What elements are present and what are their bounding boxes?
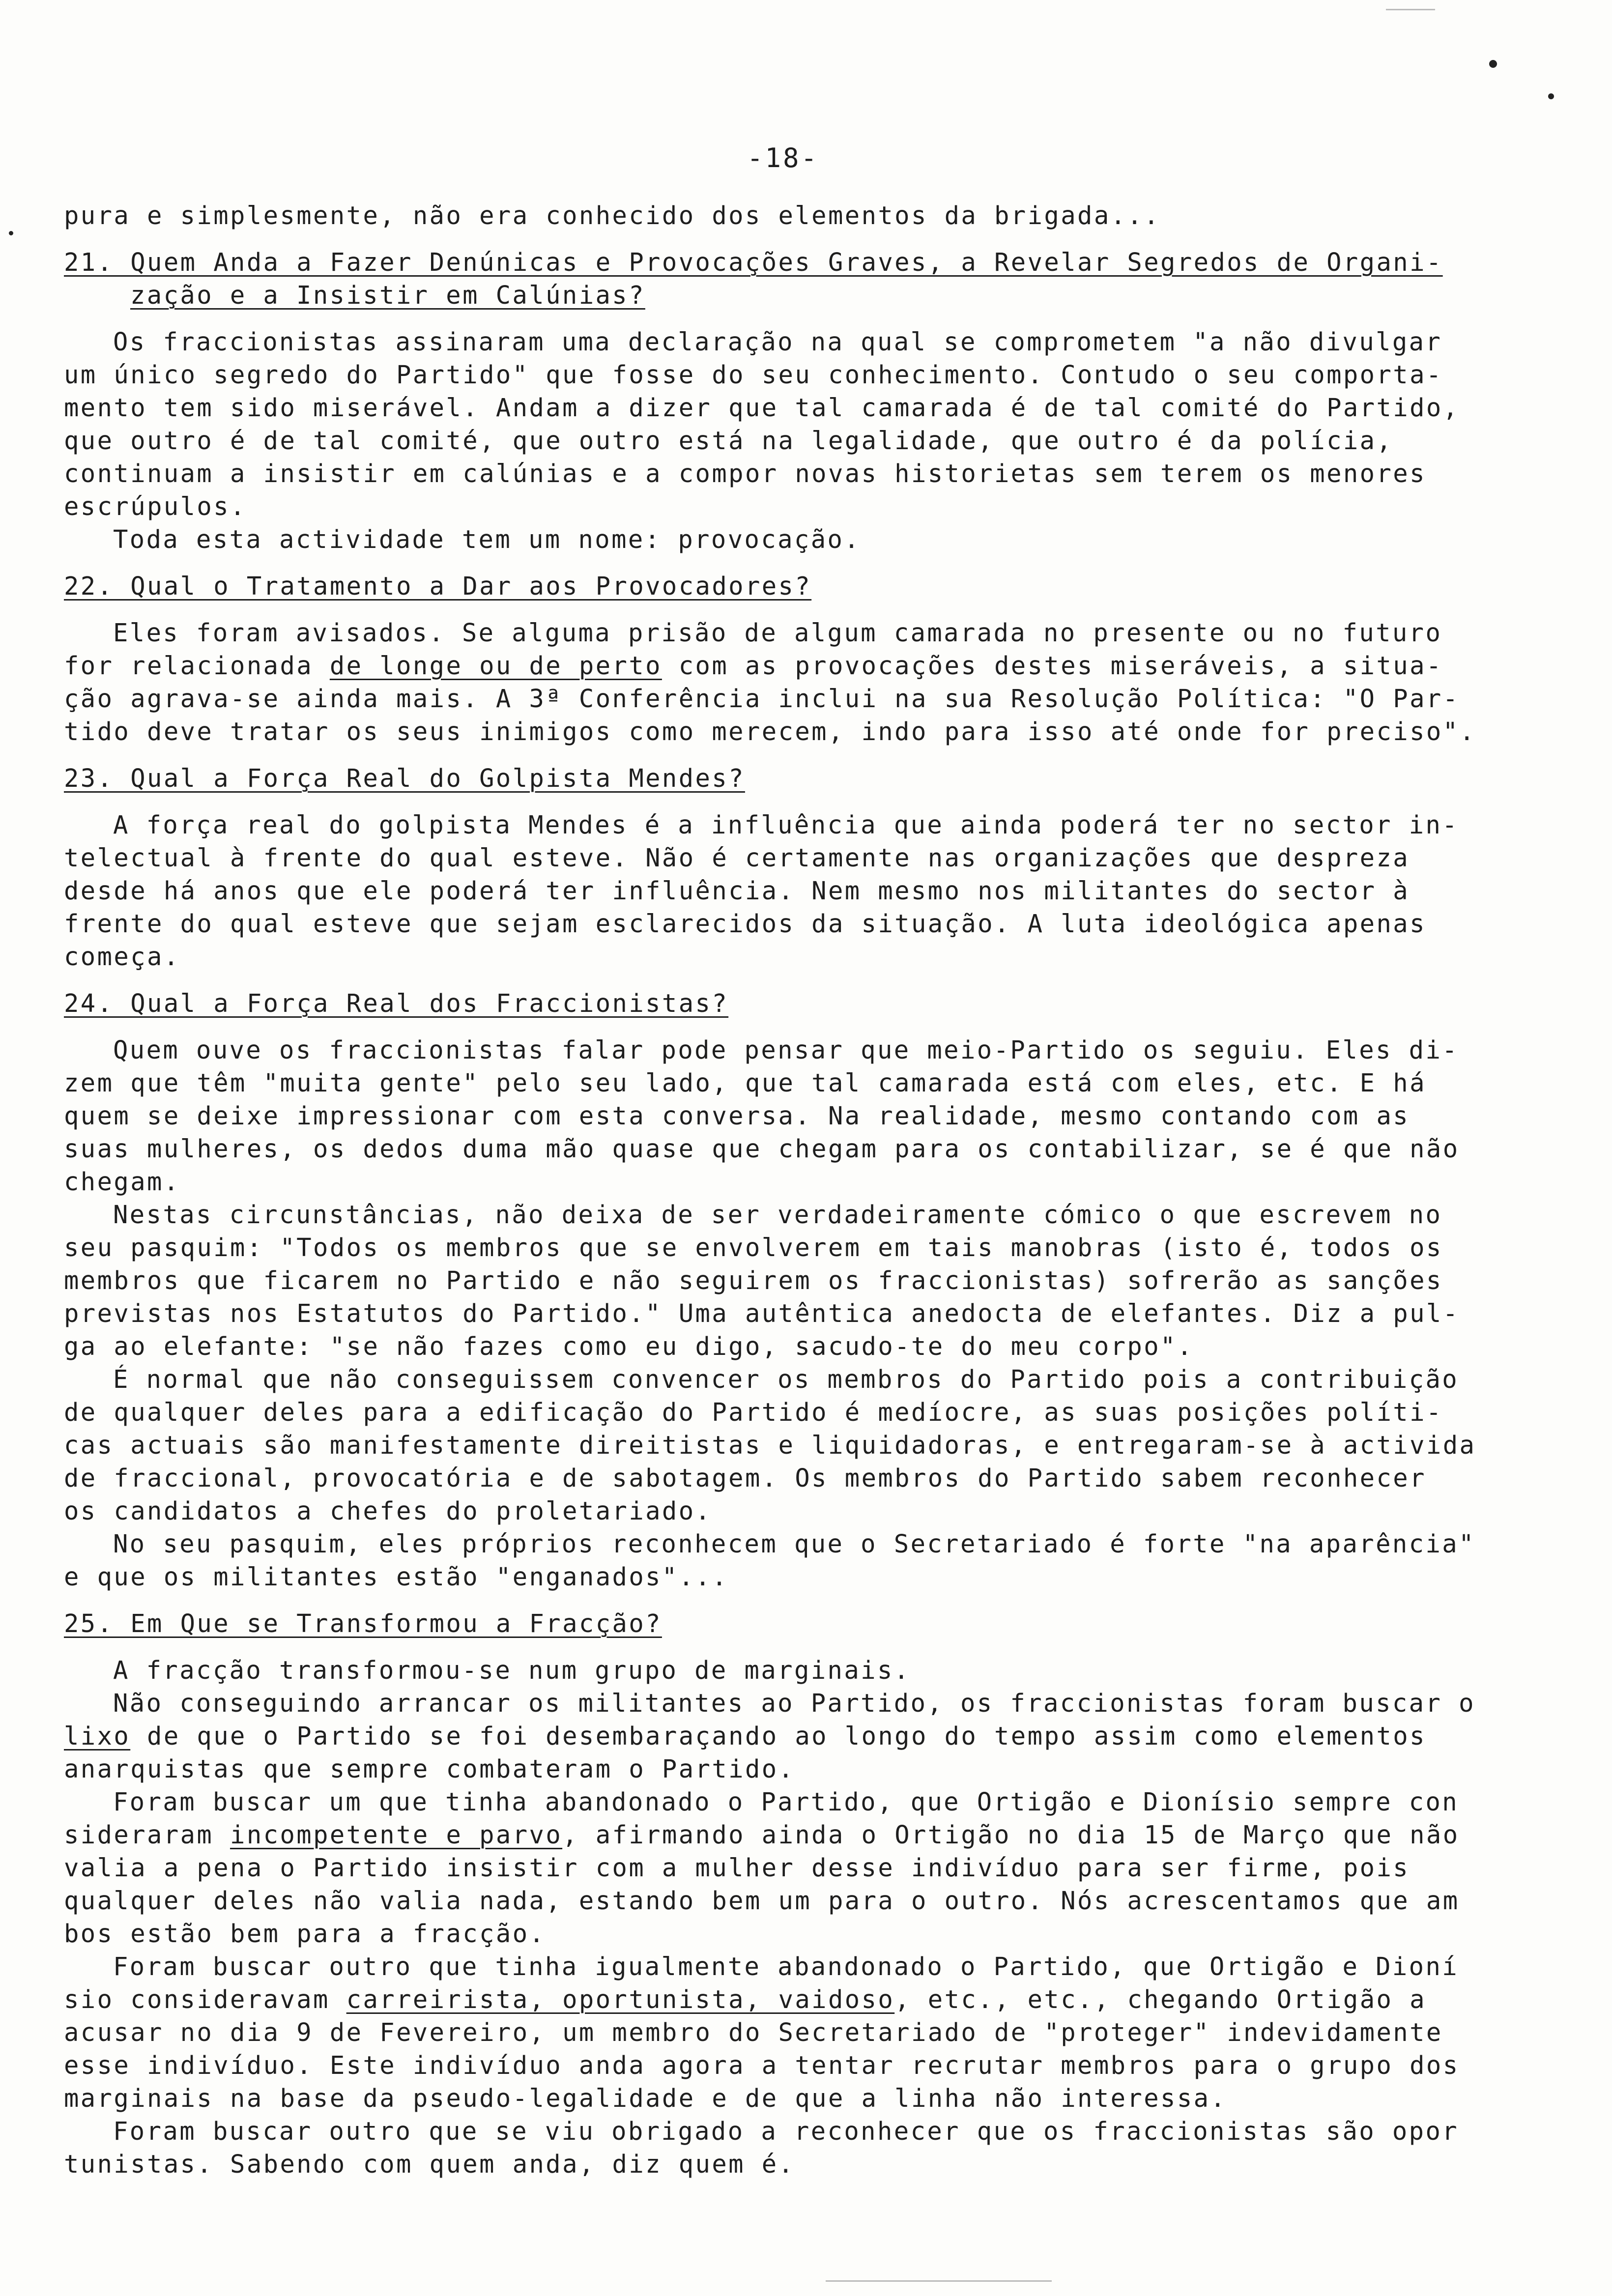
body-line: chegam.: [64, 1167, 180, 1196]
body-line: Toda esta actividade tem um nome: provocação.: [113, 525, 861, 554]
section-heading-24: 24. Qual a Força Real dos Fraccionistas?: [64, 989, 729, 1018]
body-line: um único segredo do Partido" que fosse do seu conhecimento. Contudo o seu comporta-: [64, 360, 1443, 389]
body-line: esse indivíduo. Este indivíduo anda agora a tentar recrutar membros para o grupo dos: [64, 2051, 1460, 2080]
body-line: começa.: [64, 942, 180, 971]
body-line: Nestas circunstâncias, não deixa de ser verdadeiramente cómico o que escrevem no: [113, 1200, 1442, 1229]
section-heading-21-cont: zação e a Insistir em Calúnias?: [130, 281, 645, 310]
section-heading-23: 23. Qual a Força Real do Golpista Mendes?: [64, 764, 745, 793]
body-line: Foram buscar um que tinha abandonado o Partido, que Ortigão e Dionísio sempre con: [113, 1787, 1459, 1816]
body-line: bos estão bem para a fracção.: [64, 1919, 546, 1948]
body-line: qualquer deles não valia nada, estando bem um para o outro. Nós acrescentamos que am: [64, 1886, 1460, 1915]
body-line: Não conseguindo arrancar os militantes ao Partido, os fraccionistas foram buscar o: [113, 1689, 1475, 1718]
body-line: mento tem sido miserável. Andam a dizer que tal camarada é de tal comité do Partido,: [64, 393, 1460, 422]
body-line: cas actuais são manifestamente direitistas e liquidadoras, e entregaram-se à activida: [64, 1431, 1476, 1460]
body-line: pura e simplesmente, não era conhecido dos elementos da brigada...: [64, 201, 1161, 230]
body-line: valia a pena o Partido insistir com a mulher desse indivíduo para ser firme, pois: [64, 1853, 1410, 1882]
section-heading-22: 22. Qual o Tratamento a Dar aos Provocadores?: [64, 572, 812, 601]
body-line: acusar no dia 9 de Fevereiro, um membro do Secretariado de "proteger" indevidamente: [64, 2018, 1443, 2047]
body-line: for relacionada de longe ou de perto com as provocações destes miseráveis, a situa-: [64, 651, 1443, 680]
body-line: de qualquer deles para a edificação do Partido é medíocre, as suas posições políti-: [64, 1398, 1443, 1427]
body-line: zem que têm "muita gente" pelo seu lado, que tal camarada está com eles, etc. E há: [64, 1068, 1426, 1097]
body-line: ção agrava-se ainda mais. A 3ª Conferência inclui na sua Resolução Política: "O Par-: [64, 684, 1460, 713]
body-line: Os fraccionistas assinaram uma declaração na qual se comprometem "a não divulgar: [113, 327, 1442, 356]
body-line: e que os militantes estão "enganados"...: [64, 1562, 729, 1591]
body-line: seu pasquim: "Todos os membros que se envolverem em tais manobras (isto é, todos os: [64, 1233, 1443, 1262]
body-line: sio consideravam carreirista, oportunista, vaidoso, etc., etc., chegando Ortigão a: [64, 1985, 1426, 2014]
body-line: de fraccional, provocatória e de sabotagem. Os membros do Partido sabem reconhecer: [64, 1464, 1426, 1492]
body-line: Eles foram avisados. Se alguma prisão de algum camarada no presente ou no futuro: [113, 618, 1442, 647]
body-line: No seu pasquim, eles próprios reconhecem que o Secretariado é forte "na aparência": [113, 1529, 1475, 1558]
body-line: que outro é de tal comité, que outro está na legalidade, que outro é da polícia,: [64, 426, 1393, 455]
body-line: tunistas. Sabendo com quem anda, diz quem é.: [64, 2150, 795, 2179]
body-line: telectual à frente do qual esteve. Não é certamente nas organizações que despreza: [64, 843, 1410, 872]
body-line: anarquistas que sempre combateram o Partido.: [64, 1754, 795, 1783]
scan-speck: [1489, 60, 1497, 68]
body-line: frente do qual esteve que sejam esclarecidos da situação. A luta ideológica apenas: [64, 909, 1426, 938]
body-line: tido deve tratar os seus inimigos como merecem, indo para isso até onde for preciso".: [64, 717, 1476, 746]
body-line: os candidatos a chefes do proletariado.: [64, 1496, 712, 1525]
body-line: A força real do golpista Mendes é a influência que ainda poderá ter no sector in-: [113, 810, 1459, 839]
body-line: lixo de que o Partido se foi desembaraçando ao longo do tempo assim como elementos: [64, 1722, 1426, 1751]
body-line: membros que ficarem no Partido e não seguirem os fraccionistas) sofrerão as sanções: [64, 1266, 1443, 1295]
scan-artifact-bottom: [826, 2280, 1052, 2282]
body-line: É normal que não conseguissem convencer os membros do Partido pois a contribuição: [113, 1365, 1459, 1394]
page-number: -18-: [747, 143, 819, 173]
body-line: suas mulheres, os dedos duma mão quase que chegam para os contabilizar, se é que não: [64, 1134, 1460, 1163]
body-line: Quem ouve os fraccionistas falar pode pensar que meio-Partido os seguiu. Eles di-: [113, 1035, 1459, 1064]
body-line: previstas nos Estatutos do Partido." Uma autêntica anedocta de elefantes. Diz a pul-: [64, 1299, 1460, 1328]
section-heading-21: 21. Quem Anda a Fazer Denúnicas e Provocações Graves, a Revelar Segredos de Organi-: [64, 248, 1443, 277]
document-body: [64, 199, 1568, 2181]
body-line: escrúpulos.: [64, 492, 247, 521]
body-line: sideraram incompetente e parvo, afirmando ainda o Ortigão no dia 15 de Março que não: [64, 1820, 1460, 1849]
body-line: Foram buscar outro que tinha igualmente abandonado o Partido, que Ortigão e Dioní: [113, 1952, 1459, 1981]
scan-speck: [9, 231, 13, 235]
scan-speck: [1548, 93, 1554, 99]
body-line: continuam a insistir em calúnias e a compor novas historietas sem terem os menores: [64, 459, 1426, 488]
body-line: desde há anos que ele poderá ter influência. Nem mesmo nos militantes do sector à: [64, 876, 1410, 905]
body-line: Foram buscar outro que se viu obrigado a reconhecer que os fraccionistas são opor: [113, 2117, 1459, 2146]
body-line: A fracção transformou-se num grupo de marginais.: [113, 1656, 911, 1685]
body-line: marginais na base da pseudo-legalidade e de que a linha não interessa.: [64, 2084, 1227, 2113]
scan-artifact-top: [1386, 9, 1435, 10]
section-heading-25: 25. Em Que se Transformou a Fracção?: [64, 1609, 662, 1638]
body-line: quem se deixe impressionar com esta conversa. Na realidade, mesmo contando com as: [64, 1101, 1410, 1130]
body-line: ga ao elefante: "se não fazes como eu digo, sacudo-te do meu corpo".: [64, 1332, 1194, 1361]
